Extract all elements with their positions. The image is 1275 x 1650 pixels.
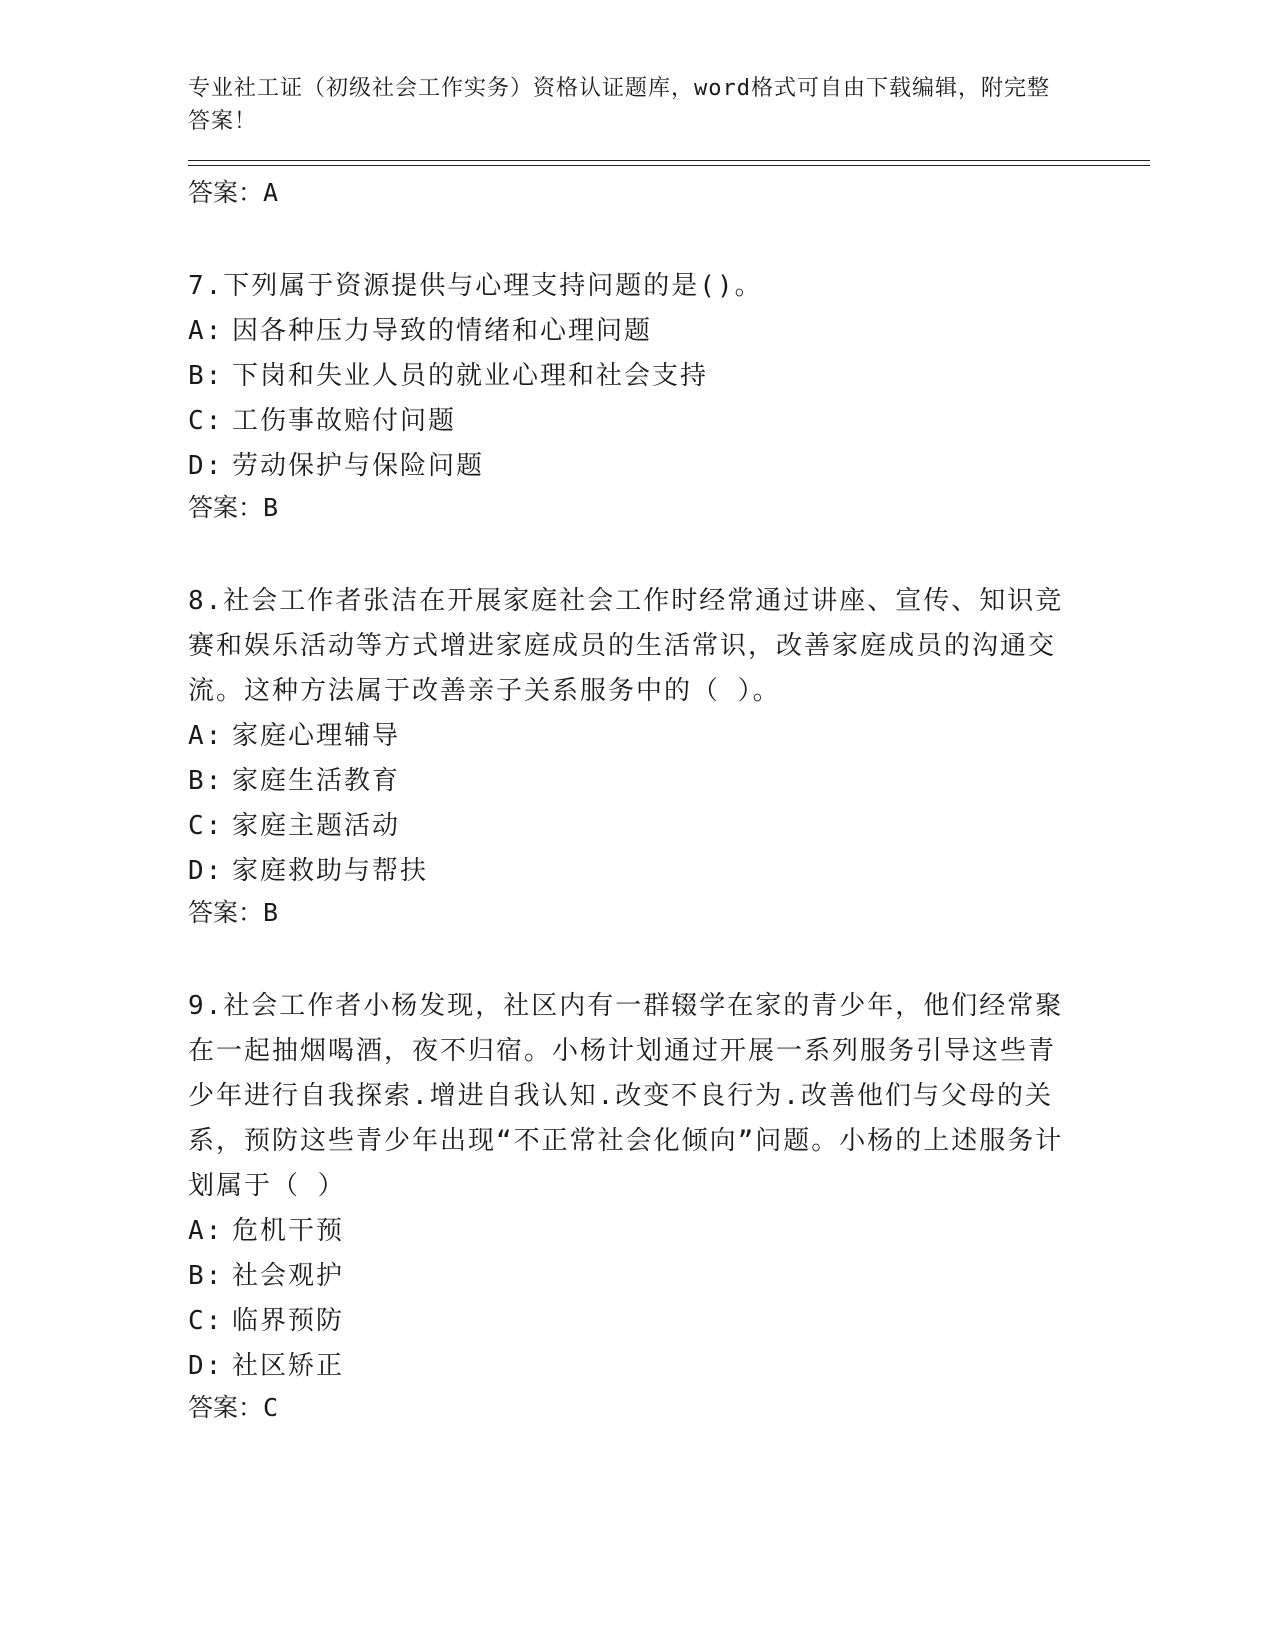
answer-line [188,1393,1148,1423]
option-label: C: [188,1306,224,1336]
option-text: 因各种压力导致的情绪和心理问题 [232,316,653,346]
option-b [188,354,1148,399]
option-c [188,399,1148,444]
question-9 [188,984,1148,1423]
answer-value: B [263,898,279,927]
option-a [188,714,1148,759]
option-label: C: [188,811,224,841]
option-text: 劳动保护与保险问题 [232,451,485,481]
option-d [188,444,1148,489]
option-c [188,804,1148,849]
option-a [188,309,1148,354]
option-label: A: [188,721,224,751]
option-label: B: [188,1261,224,1291]
answer-label: 答案： [188,178,264,207]
option-text: 家庭救助与帮扶 [232,856,429,886]
option-label: D: [188,856,224,886]
option-text: 工伤事故赔付问题 [232,406,457,436]
option-label: B: [188,766,224,796]
option-label: D: [188,1351,224,1381]
answer-line [188,178,1148,208]
option-d [188,849,1148,894]
option-label: D: [188,451,224,481]
header-divider [188,160,1150,166]
option-label: C: [188,406,224,436]
option-b [188,1254,1148,1299]
question-7 [188,264,1148,523]
option-d [188,1344,1148,1389]
option-text: 社区矫正 [232,1351,345,1381]
answer-label: 答案： [188,898,264,927]
question-stem: 8.社会工作者张洁在开展家庭社会工作时经常通过讲座、宣传、知识竞赛和娱乐活动等方式增进家庭成员的生活常识，改善家庭成员的沟通交流。这种方法属于改善亲子关系服务中的（ ）。 [188,586,1064,706]
option-label: A: [188,1216,224,1246]
option-text: 家庭心理辅导 [232,721,401,751]
question-stem: 9.社会工作者小杨发现，社区内有一群辍学在家的青少年，他们经常聚在一起抽烟喝酒，夜不归宿。小杨计划通过开展一系列服务引导这些青少年进行自我探索.增进自我认知.改变不良行为.改善他们与父母的关系，预防这些青少年出现“不正常社会化倾向”问题。小杨的上述服务计划属于（ ） [188,991,1064,1201]
answer-value: A [263,178,279,207]
answer-value: B [263,493,279,522]
answer-label: 答案： [188,493,264,522]
option-text: 危机干预 [232,1216,345,1246]
option-label: A: [188,316,224,346]
option-c [188,1299,1148,1344]
option-text: 家庭生活教育 [232,766,401,796]
question-8 [188,579,1148,928]
option-b [188,759,1148,804]
document-header: 专业社工证（初级社会工作实务）资格认证题库，word格式可自由下载编辑，附完整答案！ [188,76,1050,134]
option-a [188,1209,1148,1254]
answer-line [188,898,1148,928]
question-stem: 7.下列属于资源提供与心理支持问题的是()。 [188,271,763,301]
option-text: 社会观护 [232,1261,345,1291]
option-text: 临界预防 [232,1306,345,1336]
answer-label: 答案： [188,1393,264,1422]
option-text: 家庭主题活动 [232,811,401,841]
document-page [188,72,1148,1423]
option-label: B: [188,361,224,391]
option-text: 下岗和失业人员的就业心理和社会支持 [232,361,709,391]
answer-line [188,493,1148,523]
answer-value: C [263,1393,279,1422]
